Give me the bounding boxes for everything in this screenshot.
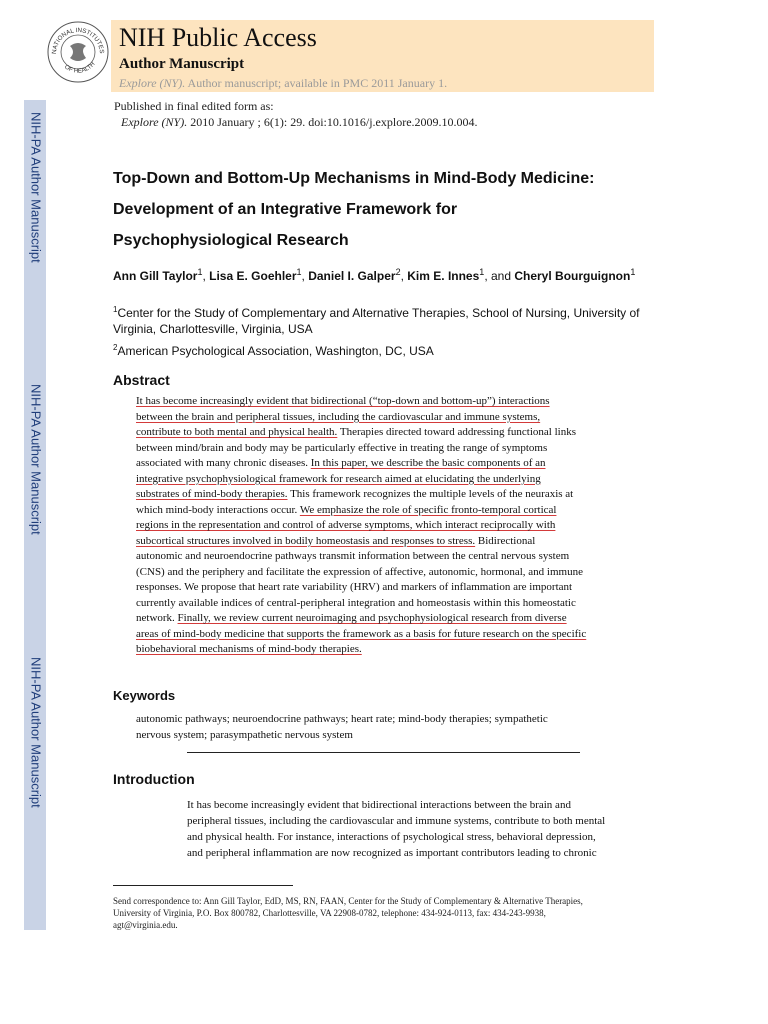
abstract-text: Bidirectional [475, 534, 536, 547]
keywords-line: nervous system; parasympathetic nervous system [136, 729, 353, 741]
affiliation-marker: 1 [113, 305, 118, 314]
author-affiliation-marker: 1 [296, 267, 302, 277]
author-separator: , [301, 269, 309, 283]
abstract-body [136, 394, 656, 658]
author-affiliation-marker: 1 [197, 267, 203, 277]
abstract-highlighted-text: regions in the representation and control of adverse symptoms, which interact reciprocally with [136, 519, 556, 531]
author-affiliation-marker: 1 [479, 267, 485, 277]
seal-top-text: NATIONAL INSTITUTES [50, 26, 106, 55]
abstract-text: responses. We propose that heart rate variability (HRV) and markers of inflammation are important [136, 581, 573, 593]
author-list [113, 264, 673, 284]
abstract-highlighted-text: Finally, we review current neuroimaging and psychophysiological research from diverse [177, 612, 567, 624]
introduction-heading: Introduction [113, 771, 195, 787]
published-reference [121, 115, 478, 130]
abstract-line [136, 611, 656, 627]
side-label-bottom: NIH-PA Author Manuscript [28, 657, 44, 808]
section-divider [187, 752, 580, 753]
affiliation-1 [113, 302, 673, 337]
abstract-text: which mind-body interactions occur. [136, 503, 300, 516]
abstract-highlighted-text: areas of mind-body medicine that supports the framework as a basis for future research on the specific [136, 627, 587, 640]
abstract-text: between mind/brain and body may be particularly effective in treating the range of symptoms [136, 441, 548, 454]
abstract-highlighted-text: In this paper, we describe the basic components of an [310, 457, 546, 469]
abstract-highlighted-text: between the brain and peripheral tissues, including the cardiovascular and immune systems, [136, 410, 541, 423]
abstract-line [136, 410, 656, 426]
author-affiliation-marker: 2 [395, 267, 401, 277]
abstract-line [136, 534, 656, 550]
svg-text:OF HEALTH [63, 61, 96, 75]
article-title-line: Psychophysiological Research [113, 232, 349, 249]
abstract-line [136, 518, 656, 534]
introduction-line: and peripheral inflammation are now recognized as important contributors leading to chronic [187, 847, 597, 859]
author-name[interactable]: Daniel I. Galper [308, 269, 396, 283]
abstract-highlighted-text: biobehavioral mechanisms of mind-body therapies. [136, 643, 362, 655]
footnote-line: agt@virginia.edu. [113, 920, 178, 930]
nih-seal-logo [46, 20, 110, 84]
side-label-top: NIH-PA Author Manuscript [28, 112, 44, 263]
abstract-line [136, 441, 656, 457]
abstract-line [136, 487, 656, 503]
author-name[interactable]: Ann Gill Taylor [113, 269, 198, 283]
header-citation [119, 76, 447, 91]
keywords-list [136, 711, 656, 743]
article-title-line: Development of an Integrative Framework for [113, 201, 458, 218]
author-separator: , and [484, 269, 515, 283]
footnote-line: Send correspondence to: Ann Gill Taylor, EdD, MS, RN, FAAN, Center for the Study of Complementary & Alternative Therapies, [113, 896, 583, 906]
abstract-text: currently available indices of central-peripheral integration and homeostasis within this homeostatic [136, 596, 576, 609]
author-name[interactable]: Cheryl Bourguignon [514, 269, 631, 283]
abstract-line [136, 627, 656, 643]
correspondence-footnote [113, 895, 653, 931]
author-name[interactable]: Kim E. Innes [407, 269, 480, 283]
abstract-line [136, 394, 656, 410]
abstract-highlighted-text: It has become increasingly evident that bidirectional (“top-down and bottom-up”) interactions [136, 395, 550, 407]
abstract-text: autonomic and neuroendocrine pathways transmit information between the central nervous system [136, 550, 570, 562]
abstract-text: associated with many chronic diseases. [136, 457, 311, 469]
affiliation-text: Center for the Study of Complementary and Alternative Therapies, School of Nursing, University of Virginia, Charlottesville, Virginia, USA [113, 306, 640, 336]
author-separator: , [400, 269, 408, 283]
article-title [113, 163, 673, 256]
abstract-highlighted-text: contribute to both mental and physical health. [136, 426, 338, 438]
header-title: NIH Public Access [119, 23, 317, 52]
affiliation-text: American Psychological Association, Washington, DC, USA [117, 344, 434, 358]
affiliation-2 [113, 340, 673, 359]
abstract-text: Therapies directed toward addressing functional links [337, 426, 576, 438]
published-details: 2010 January ; 6(1): 29. doi:10.1016/j.explore.2009.10.004. [187, 115, 478, 129]
abstract-text: This framework recognizes the multiple levels of the neuraxis at [287, 488, 574, 500]
header-citation-rest: Author manuscript; available in PMC 2011 January 1. [185, 76, 448, 90]
header-citation-journal: Explore (NY). [119, 76, 186, 90]
footnote-line: University of Virginia, P.O. Box 800782, Charlottesville, VA 22908-0782, telephone: 434-924-0113, fax: 434-243-9938, [113, 908, 546, 918]
author-affiliation-marker: 1 [630, 267, 636, 277]
abstract-line [136, 425, 656, 441]
introduction-line: It has become increasingly evident that bidirectional interactions between the brain and [187, 799, 571, 811]
abstract-highlighted-text: We emphasize the role of specific fronto-temporal cortical [299, 503, 557, 516]
published-label: Published in final edited form as: [114, 99, 274, 113]
published-journal: Explore (NY). [121, 115, 188, 129]
side-label-middle: NIH-PA Author Manuscript [28, 384, 44, 535]
article-title-line: Top-Down and Bottom-Up Mechanisms in Mind-Body Medicine: [113, 170, 595, 187]
introduction-line: and physical health. For instance, interactions of psychological stress, behavioral depression, [187, 831, 596, 843]
keywords-heading: Keywords [113, 688, 176, 703]
abstract-highlighted-text: integrative psychophysiological framework for research aimed at elucidating the underlying [136, 472, 541, 485]
introduction-body [187, 797, 657, 861]
author-separator: , [202, 269, 210, 283]
abstract-highlighted-text: substrates of mind-body therapies. [136, 488, 288, 500]
abstract-text: (CNS) and the periphery and facilitate the expression of affective, autonomic, hormonal, and immune [136, 565, 583, 578]
keywords-line: autonomic pathways; neuroendocrine pathways; heart rate; mind-body therapies; sympathetic [136, 713, 548, 725]
abstract-line [136, 580, 656, 596]
abstract-line [136, 549, 656, 565]
abstract-line [136, 596, 656, 612]
footnote-divider [113, 885, 293, 886]
abstract-line [136, 642, 656, 658]
seal-bottom-text: OF HEALTH [63, 60, 97, 75]
author-name[interactable]: Lisa E. Goehler [209, 269, 297, 283]
affiliation-marker: 2 [113, 343, 118, 352]
abstract-heading: Abstract [113, 372, 170, 388]
introduction-line: peripheral tissues, including the cardiovascular and immune systems, contribute to both mental [187, 815, 606, 827]
abstract-line [136, 456, 656, 472]
header-banner [111, 20, 654, 92]
abstract-line [136, 565, 656, 581]
abstract-text: network. [136, 612, 178, 624]
abstract-highlighted-text: subcortical structures involved in bodily homeostasis and responses to stress. [136, 534, 476, 547]
abstract-line [136, 472, 656, 488]
abstract-line [136, 503, 656, 519]
header-subtitle: Author Manuscript [119, 56, 245, 72]
